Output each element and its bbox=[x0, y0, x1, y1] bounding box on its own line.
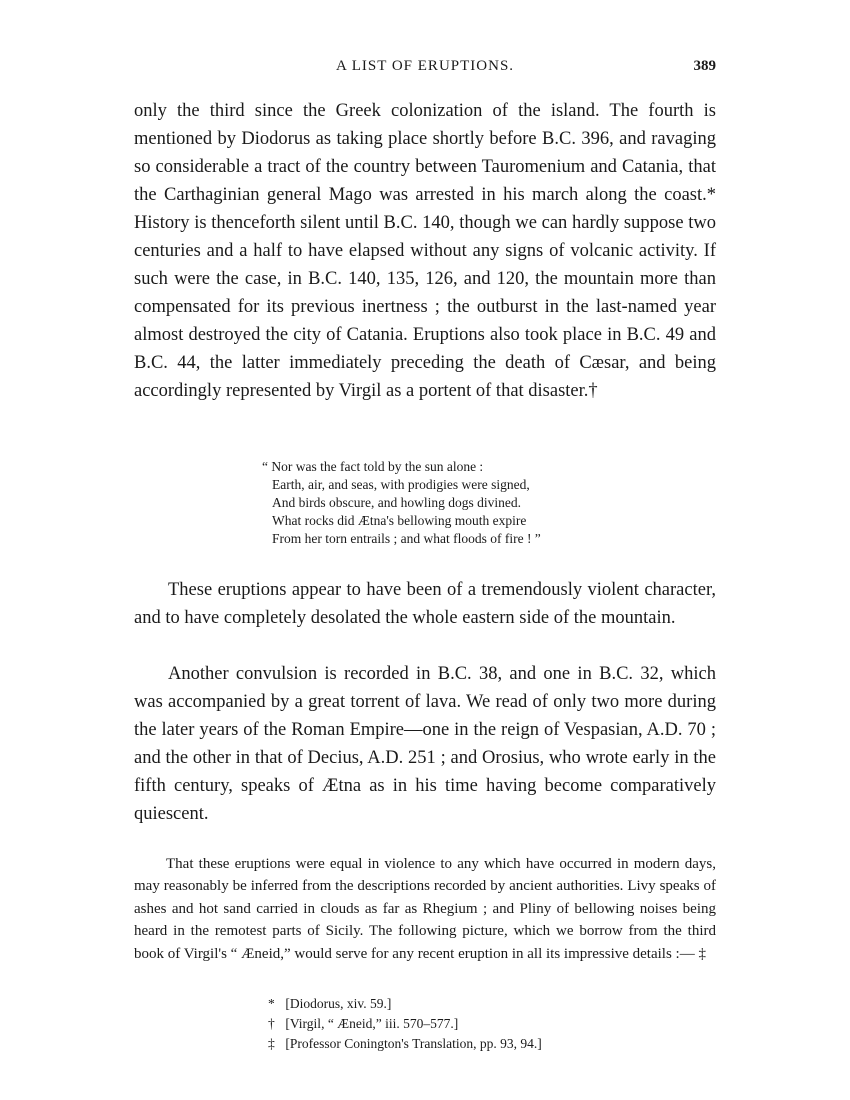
paragraph-1-block bbox=[134, 97, 716, 405]
paragraph-2-block bbox=[134, 576, 716, 632]
footnote bbox=[268, 1034, 688, 1054]
footnote bbox=[268, 1014, 688, 1034]
footnote-text: [Diodorus, xiv. 59.] bbox=[285, 996, 392, 1011]
running-head: A LIST OF ERUPTIONS. bbox=[335, 58, 515, 74]
paragraph-2: These eruptions appear to have been of a tremendously violent character, and to have completely desolated the whole eastern side of the mountain. bbox=[134, 580, 716, 628]
footnote-mark: ‡ bbox=[268, 1036, 275, 1051]
poem-line: From her torn entrails ; and what floods of fire ! ” bbox=[272, 531, 541, 546]
paragraph-1: only the third since the Greek colonization of the island. The fourth is mentioned by Diodorus as taking place shortly before B.C. 396, and ravaging so considerable a tract of the country between Tauromenium and Catania, that the Carthaginian general Mago was arrested in his march along the coast.* History is thenceforth silent until B.C. 140, though we can hardly suppose two centuries and a half to have elapsed without any signs of volcanic activity. If such were the case, in B.C. 140, 135, 126, and 120, the mountain more than compensated for its previous inertness ; the outburst in the last-named year almost destroyed the city of Catania. Eruptions also took place in B.C. 49 and B.C. 44, the latter immediately preceding the death of Cæsar, and being accordingly represented by Virgil as a portent of that disaster.† bbox=[134, 101, 716, 401]
small-print-paragraph: That these eruptions were equal in violence to any which have occurred in modern days, may reasonably be inferred from the descriptions recorded by ancient authorities. Livy speaks of ashes and hot sand carried in clouds as far as Rhegium ; and Pliny of bellowing noises being heard in the remotest parts of Sicily. The following picture, which we borrow from the third book of Virgil's “ Æneid,” would serve for any recent eruption in all its impressive details :— ‡ bbox=[134, 856, 716, 962]
poem-line: “ Nor was the fact told by the sun alone : bbox=[262, 459, 484, 474]
footnote bbox=[268, 994, 688, 1014]
footnote-text: [Virgil, “ Æneid,” iii. 570–577.] bbox=[285, 1016, 459, 1031]
poem-line: Earth, air, and seas, with prodigies were signed, bbox=[272, 477, 530, 492]
poem-line: And birds obscure, and howling dogs divined. bbox=[272, 495, 521, 510]
page-header bbox=[134, 58, 716, 84]
footnote-mark: * bbox=[268, 996, 275, 1011]
footnote-mark: † bbox=[268, 1016, 275, 1031]
footnotes bbox=[268, 994, 688, 1054]
paragraph-3-block bbox=[134, 660, 716, 828]
footnote-text: [Professor Conington's Translation, pp. 93, 94.] bbox=[285, 1036, 542, 1051]
poem-line: What rocks did Ætna's bellowing mouth expire bbox=[272, 513, 527, 528]
page-number: 389 bbox=[693, 58, 716, 74]
poem-quotation bbox=[262, 458, 682, 548]
small-print-block bbox=[134, 853, 716, 965]
paragraph-3: Another convulsion is recorded in B.C. 38, and one in B.C. 32, which was accompanied by a great torrent of lava. We read of only two more during the later years of the Roman Empire—one in the reign of Vespasian, A.D. 70 ; and the other in that of Decius, A.D. 251 ; and Orosius, who wrote early in the fifth century, speaks of Ætna as in his time having become comparatively quiescent. bbox=[134, 664, 716, 824]
